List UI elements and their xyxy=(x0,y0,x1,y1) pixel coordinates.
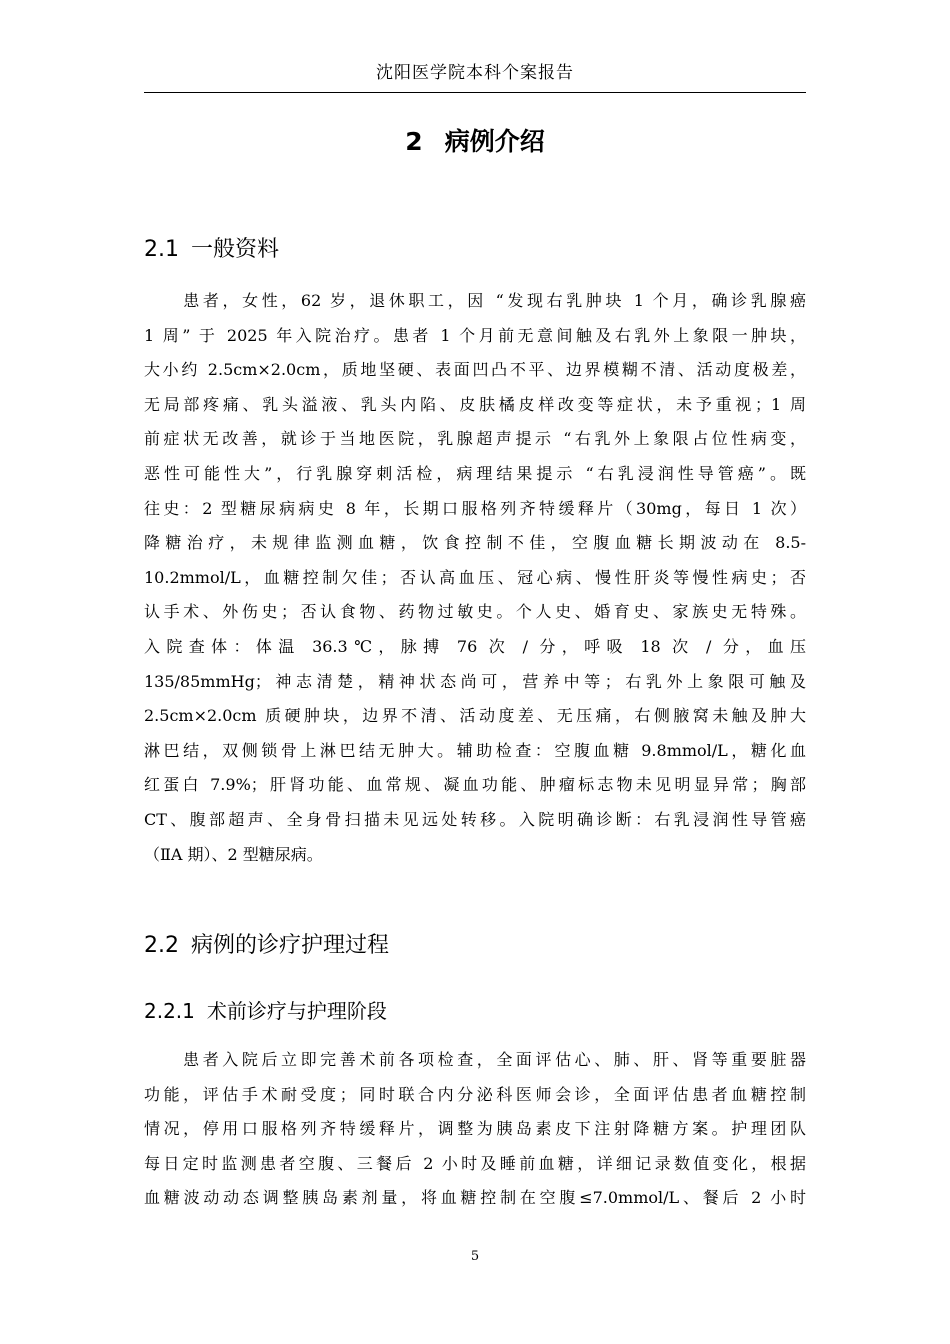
paragraph-line: 10.2mmol/L，血糖控制欠佳；否认高血压、冠心病、慢性肝炎等慢性病史；否 xyxy=(144,567,806,587)
paragraph-line: 患者，女性，62 岁，退休职工，因 “发现右乳肿块 1 个月，确诊乳腺癌 xyxy=(144,291,806,310)
chapter-title xyxy=(144,122,806,162)
paragraph-line: 135/85mmHg；神志清楚，精神状态尚可，营养中等；右乳外上象限可触及 xyxy=(144,671,806,691)
paragraph-line: 1 周” 于 2025 年入院治疗。患者 1 个月前无意间触及右乳外上象限一肿块， xyxy=(144,325,806,345)
paragraph-line: 2.5cm×2.0cm 质硬肿块，边界不清、活动度差、无压痛，右侧腋窝未触及肿大 xyxy=(144,706,806,726)
section-title: 病例的诊疗护理过程 xyxy=(191,933,390,958)
paragraph-line: 血糖波动动态调整胰岛素剂量，将血糖控制在空腹≤7.0mmol/L、餐后 2 小时 xyxy=(144,1188,806,1208)
chapter-number: 2 xyxy=(405,127,423,156)
paragraph-line: 入院查体：体温 36.3℃，脉搏 76 次 / 分，呼吸 18 次 / 分，血压 xyxy=(144,636,806,656)
paragraph-line: 每日定时监测患者空腹、三餐后 2 小时及睡前血糖，详细记录数值变化，根据 xyxy=(144,1153,806,1173)
subsection-title: 术前诊疗与护理阶段 xyxy=(206,999,387,1023)
paragraph-line: 情况，停用口服格列齐特缓释片，调整为胰岛素皮下注射降糖方案。护理团队 xyxy=(144,1119,806,1139)
subsection-heading-2-2-1 xyxy=(144,996,387,1026)
paragraph-line: 降糖治疗，未规律监测血糖，饮食控制不佳，空腹血糖长期波动在 8.5- xyxy=(144,533,806,553)
subsection-number: 2.2.1 xyxy=(144,999,195,1023)
section-title: 一般资料 xyxy=(191,237,280,262)
paragraph-line: 功能，评估手术耐受度；同时联合内分泌科医师会诊，全面评估患者血糖控制 xyxy=(144,1084,806,1104)
running-header: 沈阳医学院本科个案报告 xyxy=(376,63,574,83)
paragraph-line: 恶性可能性大”，行乳腺穿刺活检，病理结果提示 “右乳浸润性导管癌”。既 xyxy=(144,463,806,483)
paragraph-preoperative-care xyxy=(144,1043,806,1216)
paragraph-line: （ⅡA 期）、2 型糖尿病。 xyxy=(144,844,323,864)
paragraph-line: 无局部疼痛、乳头溢液、乳头内陷、皮肤橘皮样改变等症状，未予重视；1 周 xyxy=(144,394,806,414)
section-number: 2.2 xyxy=(144,933,179,958)
paragraph-line: 淋巴结，双侧锁骨上淋巴结无肿大。辅助检查：空腹血糖 9.8mmol/L，糖化血 xyxy=(144,740,806,760)
section-number: 2.1 xyxy=(144,237,179,262)
paragraph-line: CT、腹部超声、全身骨扫描未见远处转移。入院明确诊断：右乳浸润性导管癌 xyxy=(144,809,806,829)
paragraph-general-info xyxy=(144,284,806,872)
paragraph-line: 红蛋白 7.9%；肝肾功能、血常规、凝血功能、肿瘤标志物未见明显异常；胸部 xyxy=(144,775,806,795)
page-number: 5 xyxy=(470,1249,480,1264)
chapter-title-text: 病例介绍 xyxy=(444,127,545,156)
section-heading-2-2 xyxy=(144,930,389,962)
paragraph-line: 大小约 2.5cm×2.0cm，质地坚硬、表面凹凸不平、边界模糊不清、活动度极差， xyxy=(144,360,806,380)
paragraph-line: 认手术、外伤史；否认食物、药物过敏史。个人史、婚育史、家族史无特殊。 xyxy=(144,602,806,622)
section-heading-2-1 xyxy=(144,234,279,266)
paragraph-line: 患者入院后立即完善术前各项检查，全面评估心、肺、肝、肾等重要脏器 xyxy=(144,1050,806,1069)
paragraph-line: 往史：2 型糖尿病病史 8 年，长期口服格列齐特缓释片（30mg，每日 1 次） xyxy=(144,498,806,518)
paragraph-line: 前症状无改善，就诊于当地医院，乳腺超声提示 “右乳外上象限占位性病变， xyxy=(144,429,806,449)
header-rule xyxy=(144,92,806,93)
